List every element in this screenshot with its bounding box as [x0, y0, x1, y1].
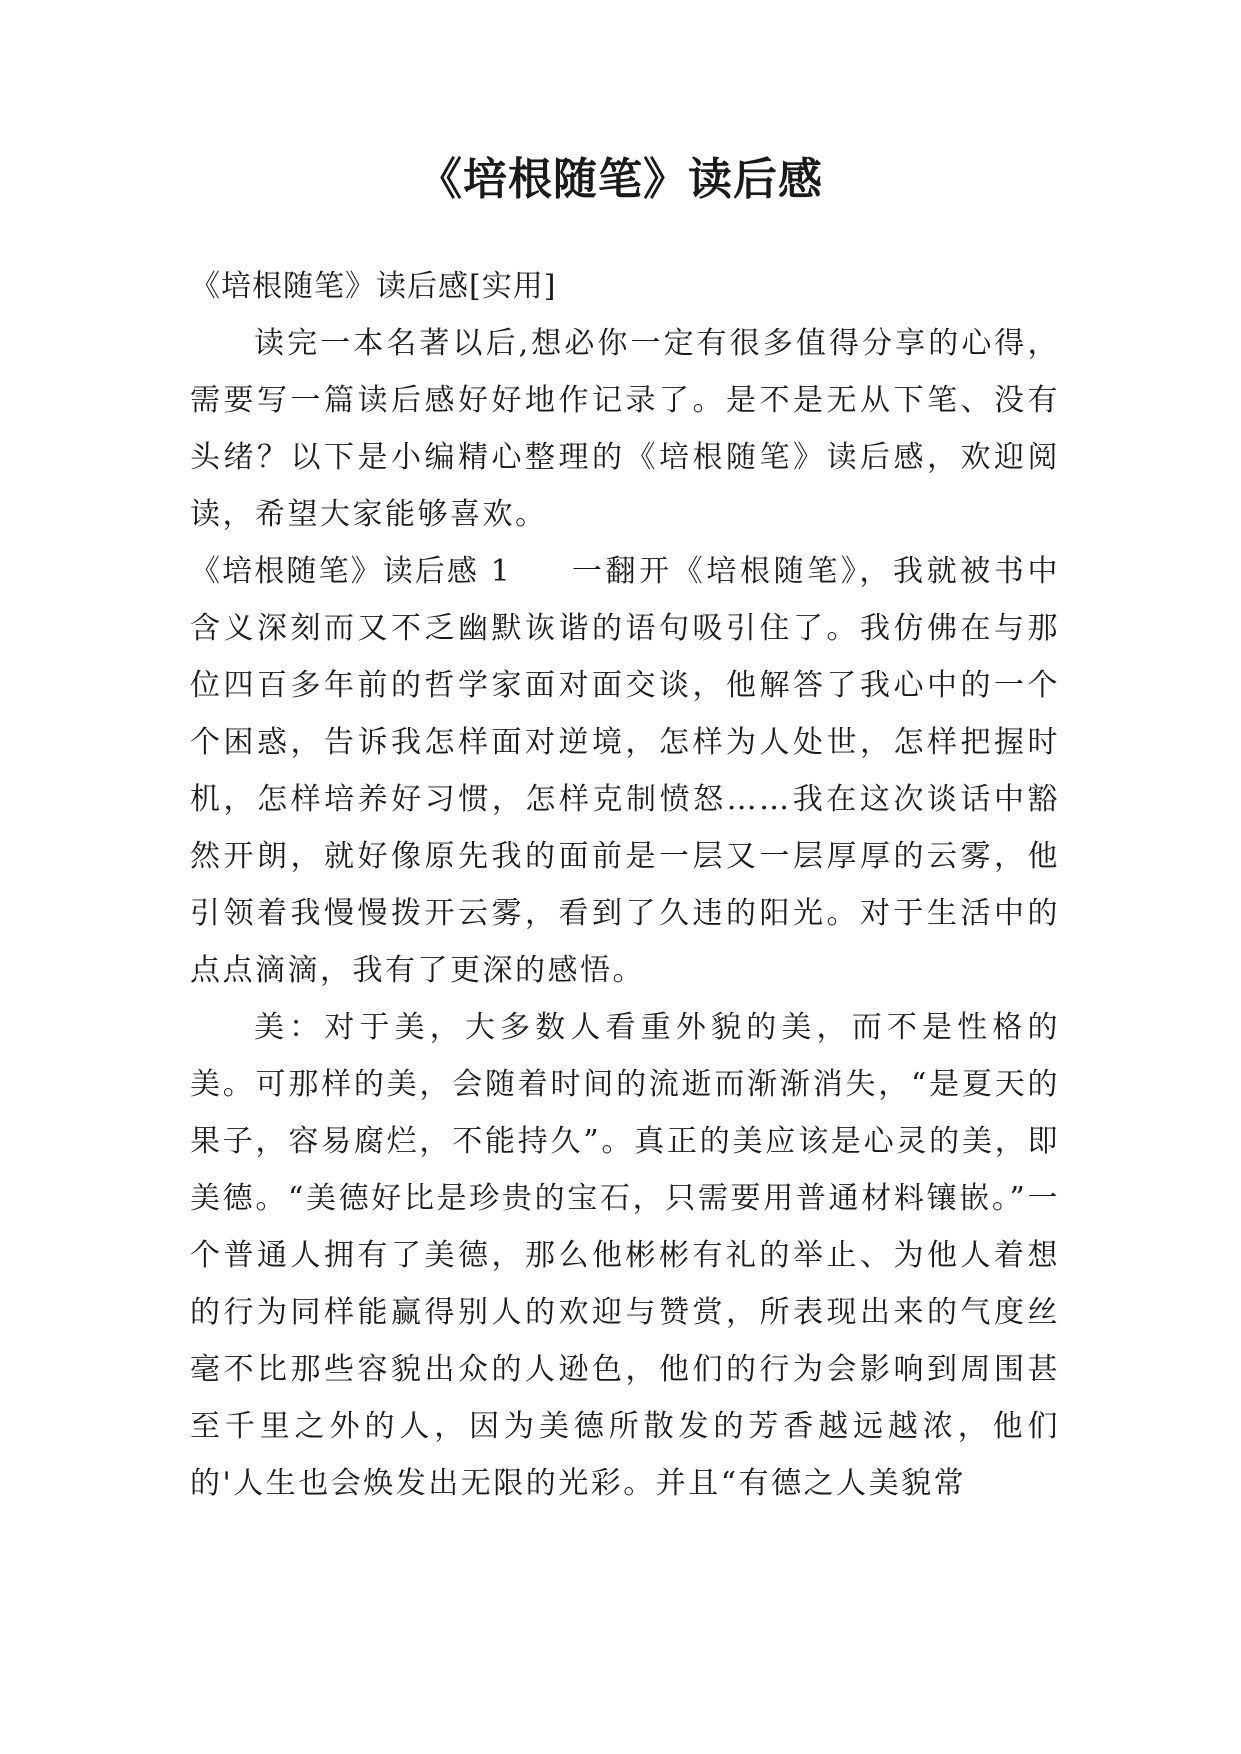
section-1-title: 《培根随笔》读后感 1 — [190, 554, 511, 589]
section-1-paragraph — [190, 543, 1060, 999]
beauty-paragraph: 美：对于美，大多数人看重外貌的美，而不是性格的美。可那样的美，会随着时间的流逝而渐渐消失，“是夏天的果子，容易腐烂，不能持久”。真正的美应该是心灵的美，即美德。“美德好比是珍贵的宝石，只需要用普通材料镶嵌。”一个普通人拥有了美德，那么他彬彬有礼的举止、为他人着想的行为同样能赢得别人的欢迎与赞赏，所表现出来的气度丝毫不比那些容貌出众的人逊色，他们的行为会影响到周围甚至千里之外的人，因为美德所散发的芳香越远越浓，他们的'人生也会焕发出无限的光彩。并且“有德之人美貌常 — [190, 1010, 1060, 1501]
document-title: 《培根随笔》读后感 — [418, 154, 823, 205]
document-subheading: 《培根随笔》读后感[实用] — [190, 269, 557, 304]
document-body — [190, 258, 1060, 1512]
intro-paragraph: 读完一本名著以后,想必你一定有很多值得分享的心得，需要写一篇读后感好好地作记录了。是不是无从下笔、没有头绪？以下是小编精心整理的《培根随笔》读后感，欢迎阅读，希望大家能够喜欢。 — [190, 326, 1060, 532]
section-1-text: 一翻开《培根随笔》，我就被书中含义深刻而又不乏幽默诙谐的语句吸引住了。我仿佛在与那位四百多年前的哲学家面对面交谈，他解答了我心中的一个个困惑，告诉我怎样面对逆境，怎样为人处世，怎样把握时机，怎样培养好习惯，怎样克制愤怒……我在这次谈话中豁然开朗，就好像原先我的面前是一层又一层厚厚的云雾，他引领着我慢慢拨开云雾，看到了久违的阳光。对于生活中的点点滴滴，我有了更深的感悟。 — [190, 554, 1061, 988]
